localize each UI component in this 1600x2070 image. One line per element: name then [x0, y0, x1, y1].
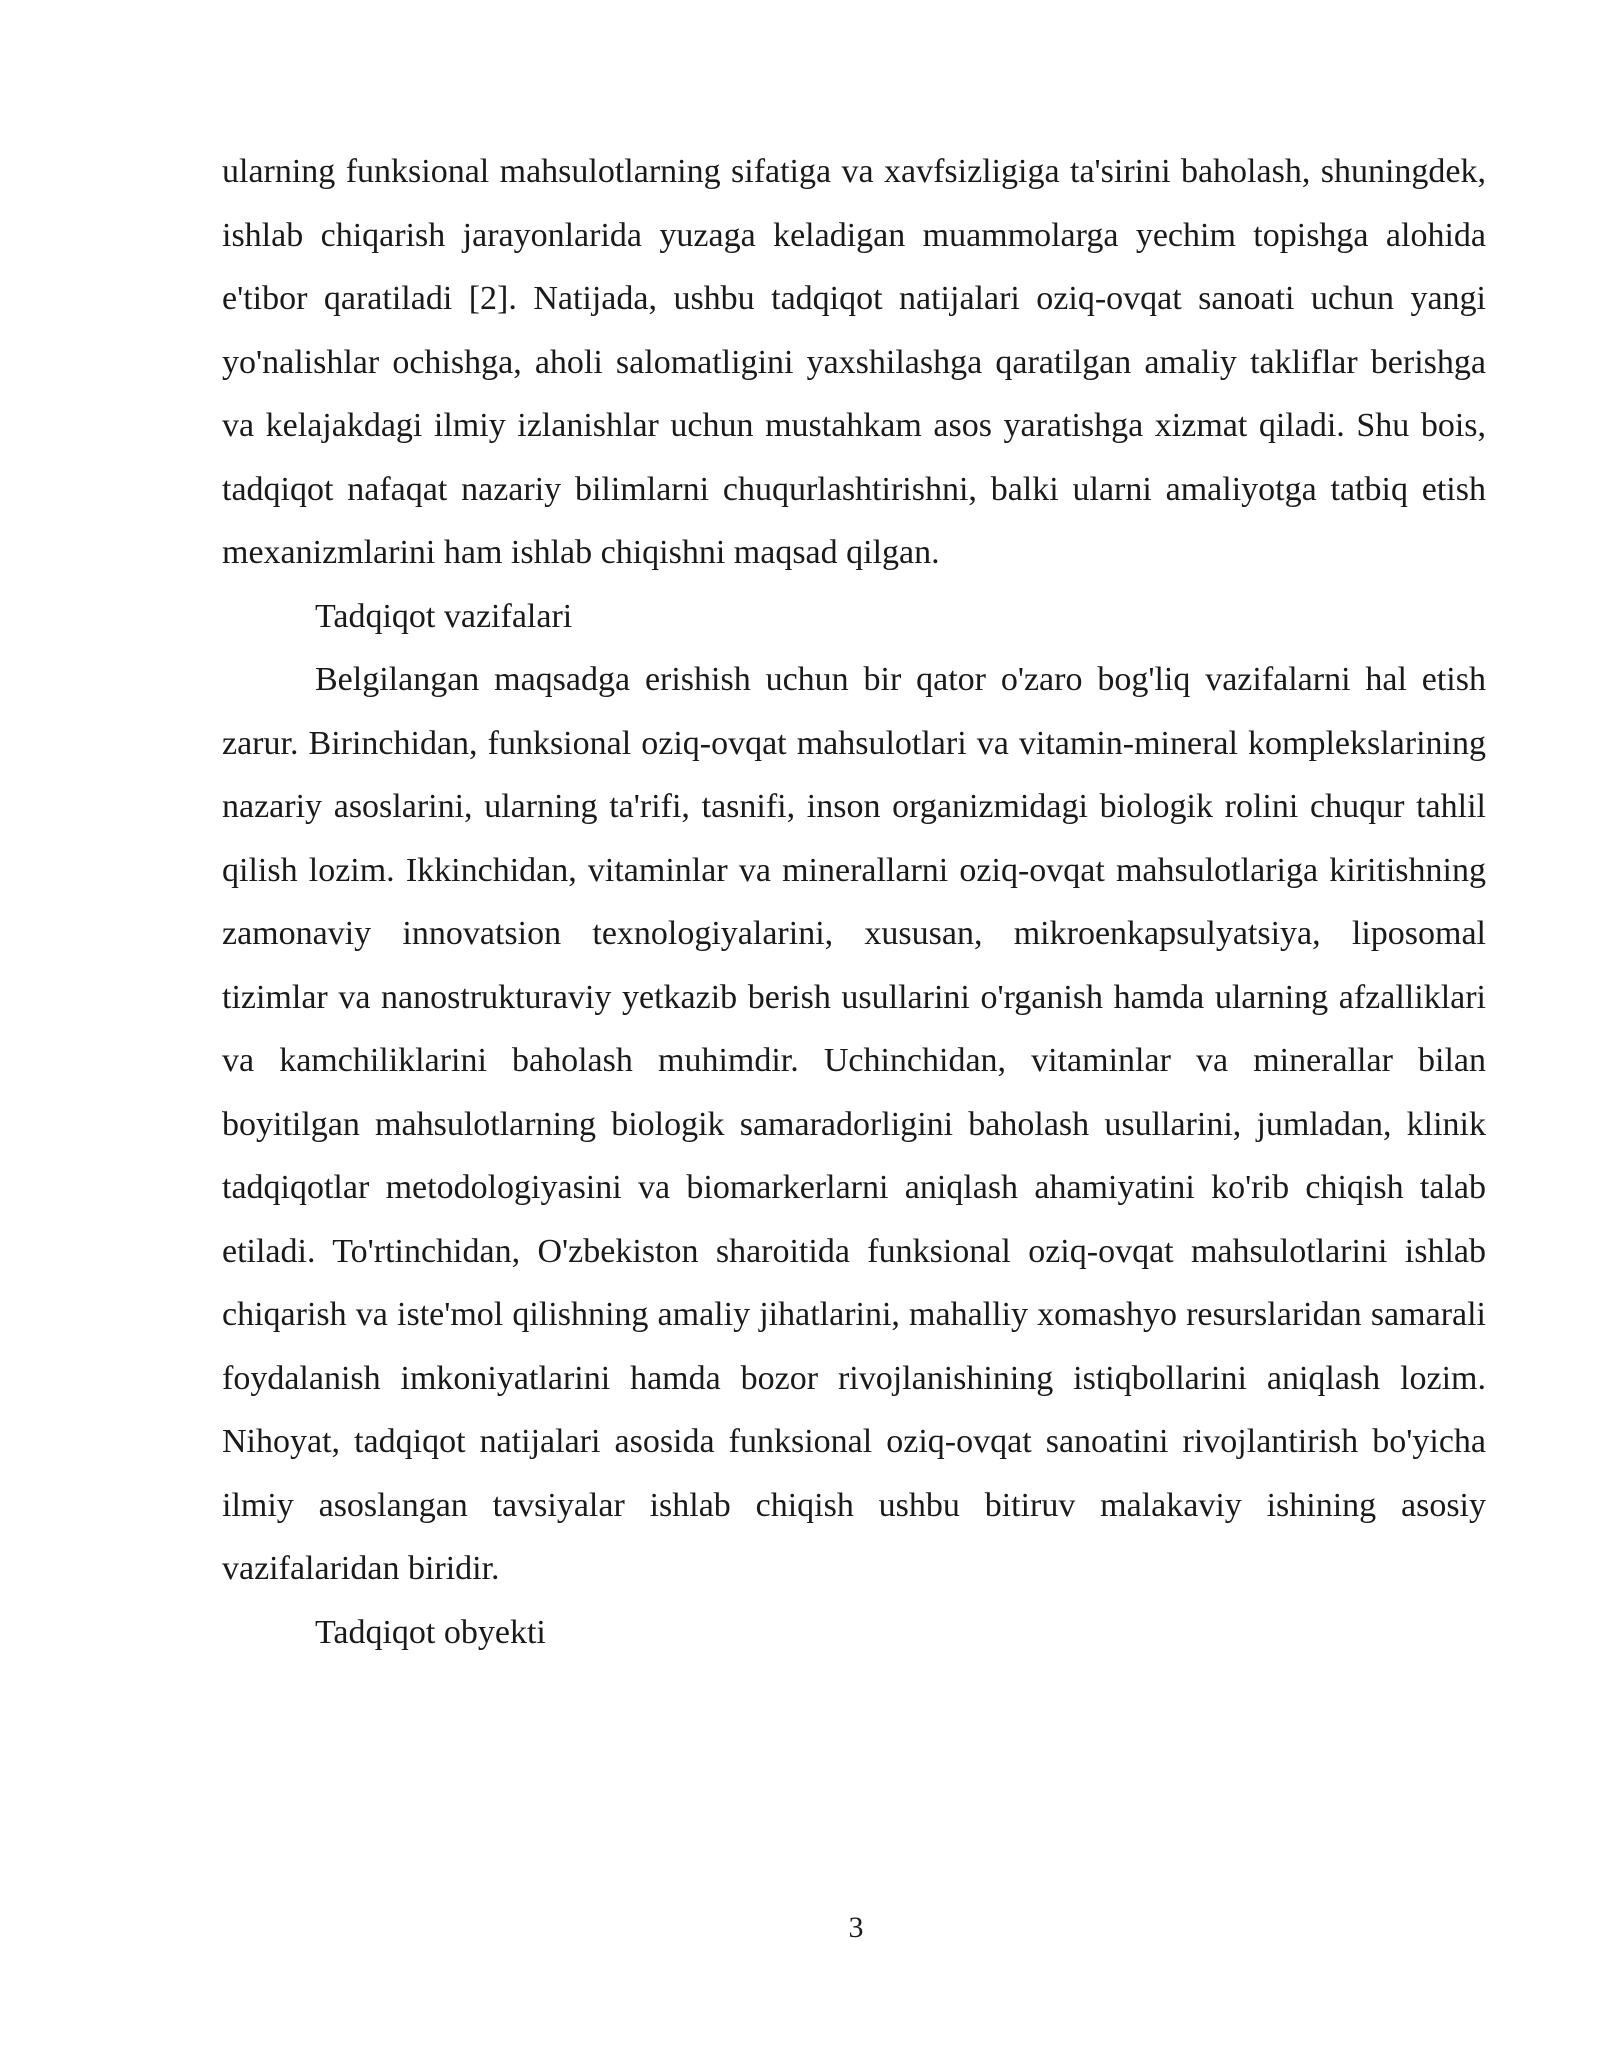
document-body: [222, 140, 1486, 1664]
section-heading-tadqiqot-obyekti: Tadqiqot obyekti: [315, 1613, 546, 1651]
page-number: 3: [848, 1911, 864, 1944]
body-paragraph: Belgilangan maqsadga erishish uchun bir qator o'zaro bog'liq vazifalarni hal etish zarur. Birinchidan, funksional oziq-ovqat mahsulotlari va vitamin-mineral komplekslarining nazariy asoslarini, ularning ta'rifi, tasnifi, inson organizmidagi biologik rolini chuqur tahlil qilish lozim. Ikkinchidan, vitaminlar va minerallarni oziq-ovqat mahsulotlariga kiritishning zamonaviy innovatsion texnologiyalarini, xususan, mikroenkapsulyatsiya, liposomal tizimlar va nanostrukturaviy yetkazib berish usullarini o'rganish hamda ularning afzalliklari va kamchiliklarini baholash muhimdir. Uchinchidan, vitaminlar va minerallar bilan boyitilgan mahsulotlarning biologik samaradorligini baholash usullarini, jumladan, klinik tadqiqotlar metodologiyasini va biomarkerlarni aniqlash ahamiyatini ko'rib chiqish talab etiladi. To'rtinchidan, O'zbekiston sharoitida funksional oziq-ovqat mahsulotlarini ishlab chiqarish va iste'mol qilishning amaliy jihatlarini, mahalliy xomashyo resurslaridan samarali foydalanish imkoniyatlarini hamda bozor rivojlanishining istiqbollarini aniqlash lozim. Nihoyat, tadqiqot natijalari asosida funksional oziq-ovqat sanoatini rivojlantirish bo'yicha ilmiy asoslangan tavsiyalar ishlab chiqish ushbu bitiruv malakaviy ishining asosiy vazifalaridan biridir.: [222, 661, 1486, 1587]
section-heading-tadqiqot-vazifalari: Tadqiqot vazifalari: [315, 597, 573, 635]
body-paragraph: ularning funksional mahsulotlarning sifatiga va xavfsizligiga ta'sirini baholash, shuningdek, ishlab chiqarish jarayonlarida yuzaga keladigan muammolarga yechim topishga alohida e'tibor qaratiladi [2]. Natijada, ushbu tadqiqot natijalari oziq-ovqat sanoati uchun yangi yo'nalishlar ochishga, aholi salomatligini yaxshilashga qaratilgan amaliy takliflar berishga va kelajakdagi ilmiy izlanishlar uchun mustahkam asos yaratishga xizmat qiladi. Shu bois, tadqiqot nafaqat nazariy bilimlarni chuqurlashtirishni, balki ularni amaliyotga tatbiq etish mexanizmlarini ham ishlab chiqishni maqsad qilgan.: [222, 153, 1486, 571]
